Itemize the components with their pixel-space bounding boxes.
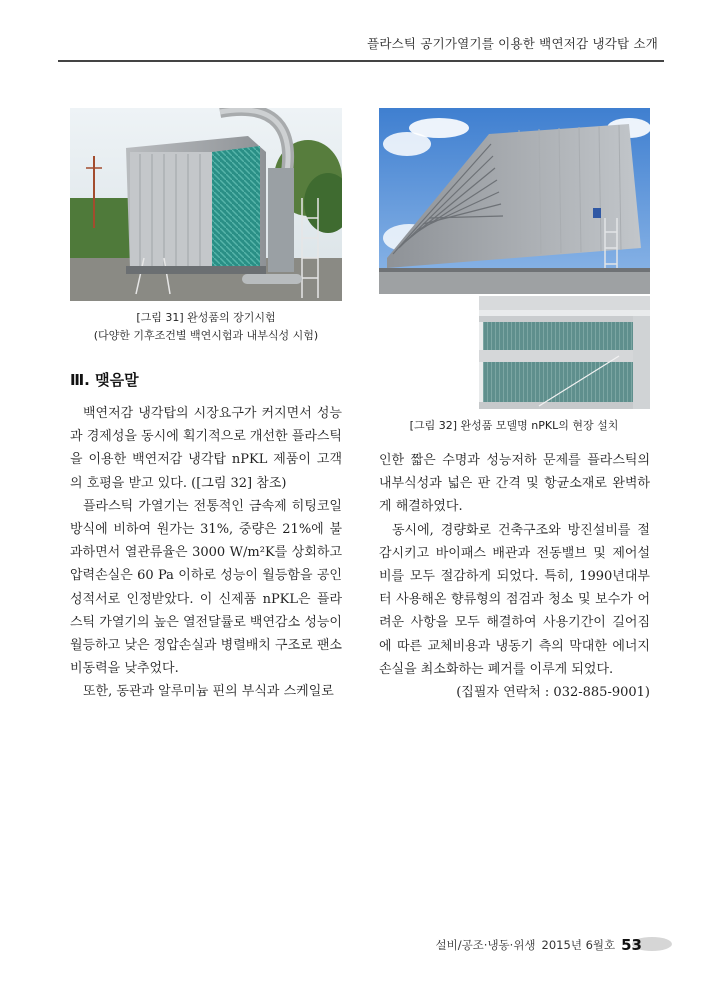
running-header: 플라스틱 공기가열기를 이용한 백연저감 냉각탑 소개 <box>367 36 658 51</box>
figure-31-caption-detail: (다양한 기후조건별 백연시험과 내부식성 시험) <box>93 329 319 342</box>
author-contact: (집필자 연락처 : 032-885-9001) <box>456 685 650 701</box>
figure-32-caption: [그림 32] 완성품 모델명 nPKL의 현장 설치 <box>409 419 619 432</box>
footer-magazine: 설비/공조·냉동·위생 <box>435 938 536 952</box>
page-number: 53 <box>621 936 642 954</box>
paragraph: 인한 짧은 수명과 성능저하 문제를 플라스틱의 내부식성과 넓은 판 간격 및 항균소재로 완벽하게 해결하였다. <box>379 453 650 515</box>
header-rule <box>58 60 664 62</box>
figure-31-caption-title: [그림 31] 완성품의 장기시험 <box>136 311 276 324</box>
figure-31-photo <box>70 108 342 301</box>
figure-31-caption <box>70 309 342 345</box>
footer-issue: 2015년 6월호 <box>541 938 616 952</box>
left-column <box>70 402 342 704</box>
paragraph: 동시에, 경량화로 건축구조와 방진설비를 절감시키고 바이패스 배관과 전동밸브 및 제어설비를 모두 절감하게 되었다. 특히, 1990년대부터 사용해온 향류형의 점검과 청소 및 보수가 어려운 사항을 모두 해결하여 사용기간이 길어짐에 따른 교체비용과 냉동기 측의 막대한 에너지 손실을 최소화하는 폐거를 이루게 되었다. <box>379 522 650 677</box>
figure-32-photo-installation <box>379 108 650 294</box>
figure-32-photo-npkl-panels <box>479 296 650 409</box>
paragraph: 플라스틱 가열기는 전통적인 금속제 히팅코일 방식에 비하여 원가는 31%, 중량은 21%에 불과하면서 열관류율은 3000 W/m²K를 상회하고 압력손실은 60 Pa 이하로 성능이 월등함을 공인성적서로 인정받았다. 이 신제품 nPKL은 플라스틱 가열기의 높은 열전달률로 백연감소 성능이 월등하고 낮은 정압손실과 병렬배치 구조로 팬소비동력을 낮추었다. <box>70 498 342 677</box>
paragraph: 백연저감 냉각탑의 시장요구가 커지면서 성능과 경제성을 동시에 획기적으로 개선한 플라스틱을 이용한 백연저감 냉각탑 nPKL 제품이 고객의 호평을 받고 있다. ([그림 32] 참조) <box>70 406 342 491</box>
section-heading: Ⅲ. 맺음말 <box>70 371 139 389</box>
right-column <box>379 449 650 704</box>
footer <box>435 936 642 954</box>
paragraph: 또한, 동관과 알루미늄 핀의 부식과 스케일로 <box>83 684 334 700</box>
